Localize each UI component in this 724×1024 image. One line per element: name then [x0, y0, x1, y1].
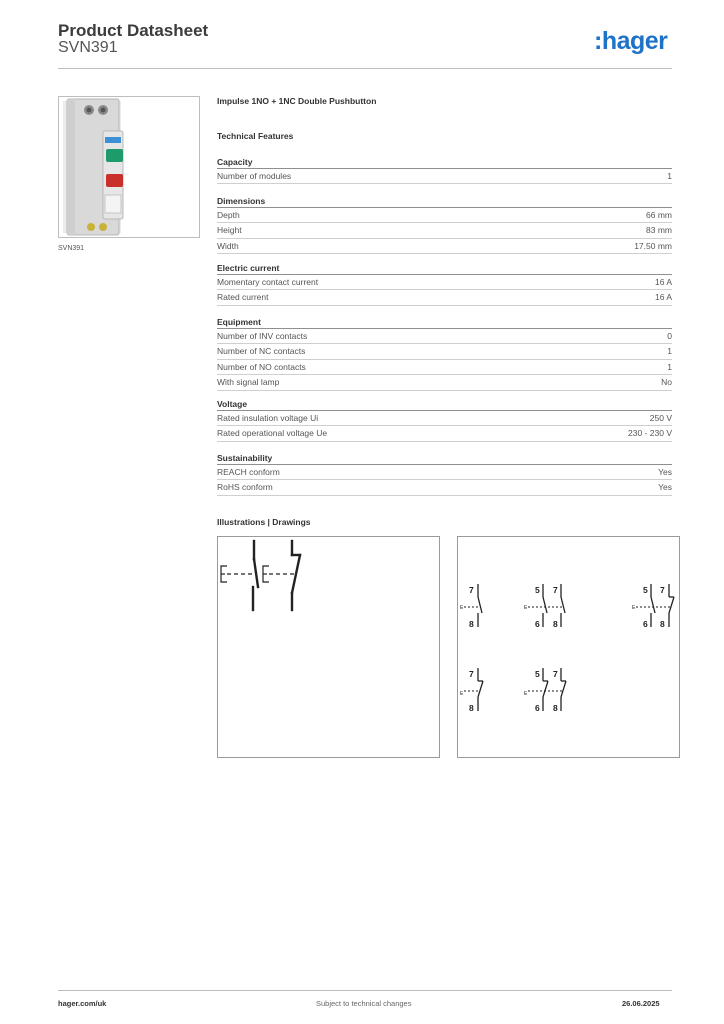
- terminal-label: 7: [469, 669, 474, 679]
- terminal-label: 7: [469, 585, 474, 595]
- spec-value: 83 mm: [646, 225, 672, 236]
- spec-row: [217, 360, 672, 375]
- spec-label: Rated current: [217, 292, 269, 303]
- spec-value: Yes: [658, 482, 672, 493]
- spec-value: 0: [667, 331, 672, 341]
- spec-row: [217, 239, 672, 254]
- section-title: Electric current: [217, 262, 672, 275]
- spec-label: Number of NC contacts: [217, 346, 306, 357]
- terminal-label: 7: [660, 585, 665, 595]
- spec-label: Momentary contact current: [217, 277, 319, 287]
- terminal-label: 6: [535, 703, 540, 713]
- spec-value: 250 V: [649, 413, 672, 423]
- section-dimensions: [217, 195, 672, 254]
- terminal-label: 8: [553, 619, 558, 629]
- push-label: E: [460, 605, 464, 611]
- spec-value: 1: [667, 361, 672, 372]
- spec-value: Yes: [658, 467, 672, 477]
- spec-value: 16 A: [654, 277, 672, 287]
- terminal-label: 5: [535, 585, 540, 595]
- product-image: [58, 96, 200, 238]
- product-image-caption: SVN391: [58, 245, 85, 252]
- footer-website-link[interactable]: hager.com/uk: [58, 999, 107, 1008]
- spec-label: REACH conform: [217, 467, 280, 477]
- technical-features-heading: Technical Features: [217, 131, 294, 141]
- illustrations-heading: Illustrations | Drawings: [217, 517, 311, 527]
- spec-row: [217, 465, 672, 480]
- section-voltage: [217, 398, 672, 442]
- spec-row: [217, 290, 672, 305]
- spec-label: Rated operational voltage Ue: [217, 428, 328, 439]
- product-reference: SVN391: [58, 39, 118, 56]
- footer-divider: [58, 990, 672, 991]
- terminal-label: 8: [469, 703, 474, 713]
- product-description: Impulse 1NO + 1NC Double Pushbutton: [217, 96, 377, 106]
- section-title: Sustainability: [217, 452, 672, 465]
- contact-symbol-large: [218, 537, 439, 757]
- spec-row: [217, 208, 672, 223]
- spec-row: [217, 169, 672, 184]
- push-label: E: [524, 691, 528, 697]
- spec-label: Number of INV contacts: [217, 331, 308, 341]
- terminal-label: 7: [553, 585, 558, 595]
- spec-label: Rated insulation voltage Ui: [217, 413, 319, 423]
- spec-label: Height: [217, 225, 242, 236]
- section-sustainability: [217, 452, 672, 496]
- section-title: Dimensions: [217, 195, 672, 208]
- spec-row: [217, 375, 672, 390]
- spec-value: 1: [667, 171, 672, 181]
- spec-value: 1: [667, 346, 672, 357]
- spec-row: [217, 426, 672, 441]
- terminal-label: 7: [553, 669, 558, 679]
- footer-date: 26.06.2025: [622, 999, 660, 1008]
- push-label: E: [524, 605, 528, 611]
- terminal-label: 8: [469, 619, 474, 629]
- header-divider: [58, 68, 672, 69]
- section-capacity: [217, 156, 672, 184]
- terminal-label: 5: [535, 669, 540, 679]
- hager-logo: :hager: [594, 27, 668, 55]
- push-label: E: [632, 605, 636, 611]
- spec-row: [217, 275, 672, 290]
- spec-row: [217, 329, 672, 344]
- wiring-symbol-drawing: [217, 536, 440, 758]
- pushbutton-module-illustration: [59, 97, 199, 237]
- terminal-label: 6: [535, 619, 540, 629]
- spec-label: Width: [217, 240, 239, 251]
- spec-row: [217, 344, 672, 359]
- terminal-label: 5: [643, 585, 648, 595]
- spec-label: With signal lamp: [217, 377, 280, 388]
- section-electric-current: [217, 262, 672, 306]
- spec-label: Depth: [217, 210, 240, 220]
- spec-label: Number of NO contacts: [217, 361, 306, 372]
- page-title: Product Datasheet: [58, 21, 209, 40]
- terminal-label: 6: [643, 619, 648, 629]
- terminal-label: 8: [553, 703, 558, 713]
- spec-row: [217, 411, 672, 426]
- section-title: Equipment: [217, 316, 672, 329]
- spec-row: [217, 223, 672, 238]
- section-title: Capacity: [217, 156, 672, 169]
- section-title: Voltage: [217, 398, 672, 411]
- footer-disclaimer: Subject to technical changes: [316, 999, 412, 1008]
- spec-value: 230 - 230 V: [628, 428, 672, 439]
- spec-row: [217, 480, 672, 495]
- push-label: E: [460, 691, 464, 697]
- spec-value: 17.50 mm: [634, 240, 672, 251]
- contact-diagrams-drawing: [457, 536, 680, 758]
- spec-label: Number of modules: [217, 171, 292, 181]
- spec-label: RoHS conform: [217, 482, 273, 493]
- contact-diagrams: [458, 537, 679, 757]
- spec-value: No: [661, 377, 672, 388]
- section-equipment: [217, 316, 672, 391]
- spec-value: 16 A: [654, 292, 672, 303]
- terminal-label: 8: [660, 619, 665, 629]
- spec-value: 66 mm: [646, 210, 672, 220]
